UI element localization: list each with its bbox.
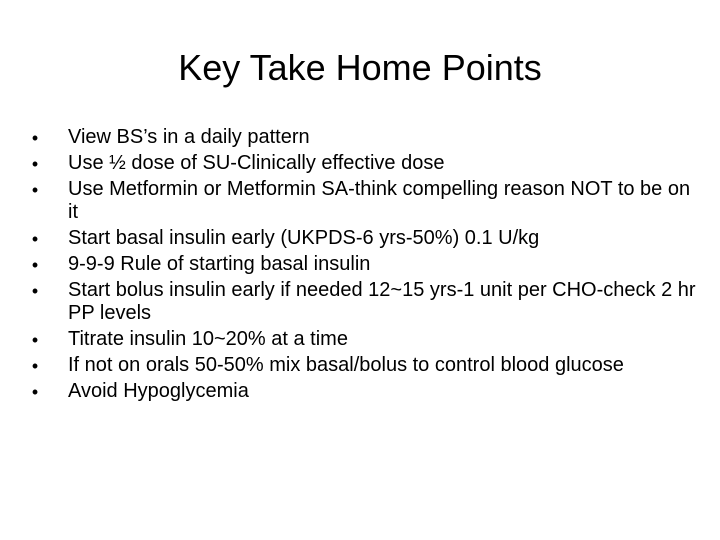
bullet-icon: • bbox=[31, 128, 39, 148]
list-item bbox=[30, 126, 700, 150]
bullet-text: 9-9-9 Rule of starting basal insulin bbox=[68, 253, 371, 276]
bullet-icon: • bbox=[31, 229, 39, 250]
bullet-text: Start bolus insulin early if needed 12~15 yrs-1 unit per CHO-check 2 hr PP levels bbox=[68, 278, 696, 325]
bullet-icon: • bbox=[31, 179, 39, 200]
bullet-text: Use Metformin or Metformin SA-think compelling reason NOT to be on it bbox=[68, 177, 691, 224]
bullet-icon: • bbox=[31, 330, 39, 351]
bullet-list bbox=[30, 126, 700, 406]
bullet-icon: • bbox=[31, 280, 39, 301]
list-item bbox=[30, 279, 700, 326]
list-item bbox=[30, 380, 700, 404]
list-item bbox=[30, 328, 700, 352]
bullet-icon: • bbox=[31, 356, 39, 377]
bullet-text: Use ½ dose of SU-Clinically effective dose bbox=[68, 151, 445, 174]
bullet-icon: • bbox=[31, 382, 39, 403]
list-item bbox=[30, 253, 700, 277]
bullet-text: If not on orals 50-50% mix basal/bolus to control blood glucose bbox=[68, 354, 624, 377]
bullet-icon: • bbox=[31, 255, 39, 276]
bullet-icon: • bbox=[31, 153, 39, 174]
bullet-text: Start basal insulin early (UKPDS-6 yrs-50%) 0.1 U/kg bbox=[68, 227, 540, 250]
bullet-text: Titrate insulin 10~20% at a time bbox=[68, 328, 348, 351]
list-item bbox=[30, 178, 700, 225]
bullet-text: Avoid Hypoglycemia bbox=[68, 380, 249, 403]
slide-title: Key Take Home Points bbox=[178, 47, 542, 88]
bullet-text: View BS’s in a daily pattern bbox=[68, 126, 310, 148]
list-item bbox=[30, 227, 700, 251]
list-item bbox=[30, 354, 700, 378]
list-item bbox=[30, 152, 700, 176]
